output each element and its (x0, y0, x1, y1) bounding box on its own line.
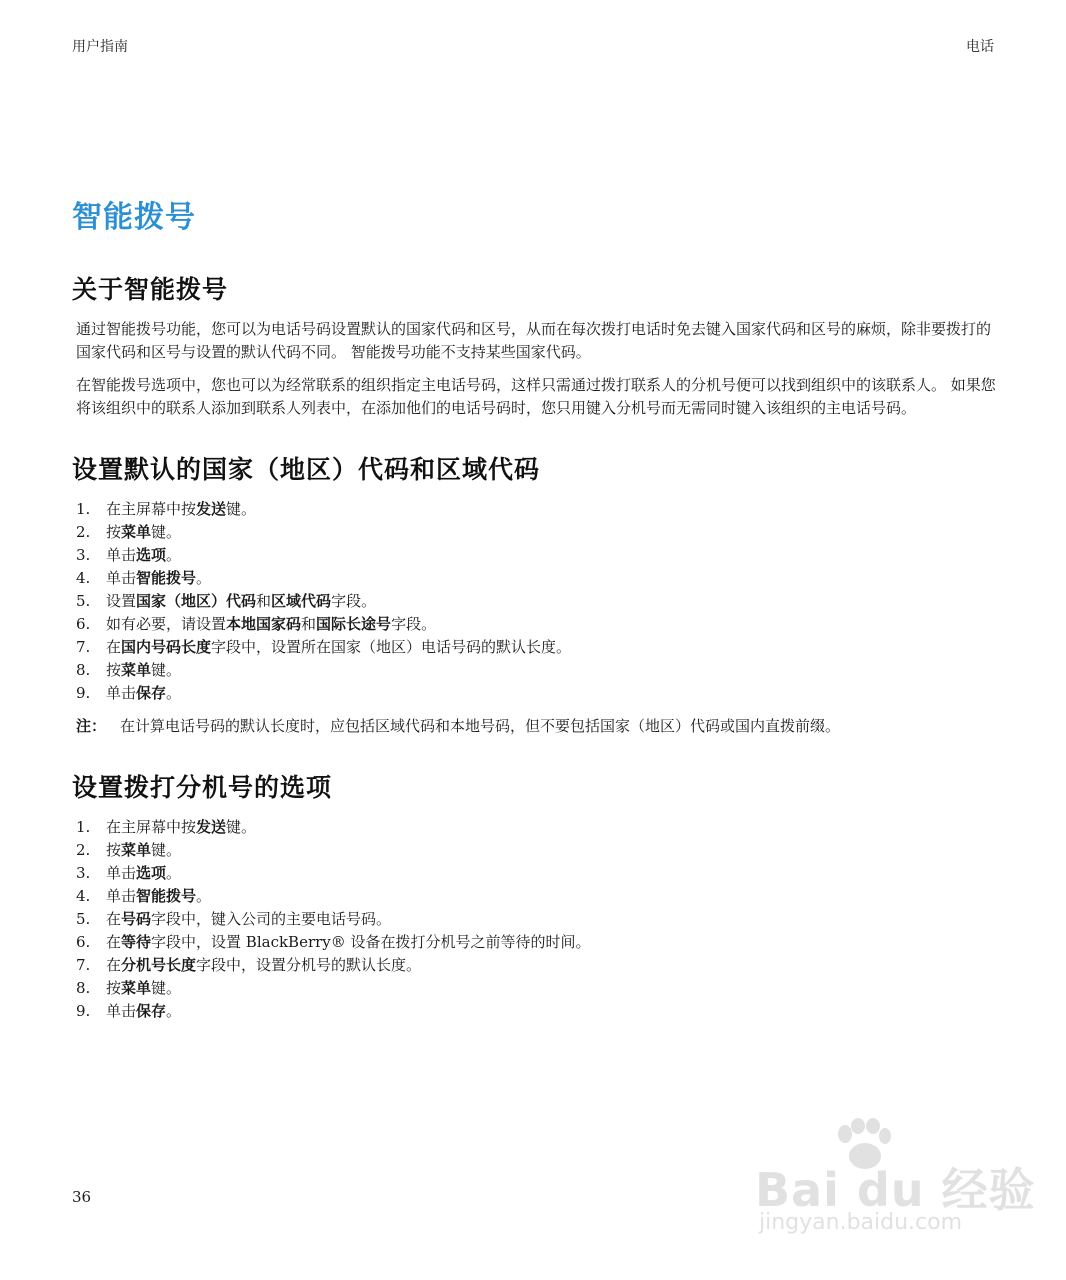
step-number: 1. (76, 500, 91, 518)
page-title: 智能拨号 (72, 200, 196, 235)
list-item (76, 862, 1002, 885)
step-number: 9. (76, 1002, 91, 1020)
step-number: 8. (76, 979, 91, 997)
list-item (76, 613, 1002, 636)
step-text: 按菜单键。 (106, 841, 182, 859)
step-number: 3. (76, 864, 91, 882)
about-paragraph-1: 通过智能拨号功能，您可以为电话号码设置默认的国家代码和区号，从而在每次拨打电话时免去键入国家代码和区号的麻烦，除非要拨打的国家代码和区号与设置的默认代码不同。 智能拨号功能不支持某些国家代码。 (76, 320, 992, 361)
note (76, 715, 1002, 738)
step-text: 单击保存。 (106, 684, 182, 702)
step-text: 在主屏幕中按发送键。 (106, 818, 257, 836)
step-number: 2. (76, 523, 91, 541)
list-item (76, 682, 1002, 705)
list-item (76, 636, 1002, 659)
step-text: 如有必要，请设置本地国家码和国际长途号字段。 (106, 615, 437, 633)
list-item (76, 885, 1002, 908)
step-text: 在等待字段中，设置 BlackBerry® 设备在拨打分机号之前等待的时间。 (106, 933, 591, 951)
step-number: 7. (76, 638, 91, 656)
step-text: 按菜单键。 (106, 979, 182, 997)
set-default-section (72, 450, 1002, 738)
list-item (76, 498, 1002, 521)
step-text: 在主屏幕中按发送键。 (106, 500, 257, 518)
step-number: 1. (76, 818, 91, 836)
about-heading: 关于智能拨号 (72, 275, 229, 304)
step-text: 在号码字段中，键入公司的主要电话号码。 (106, 910, 392, 928)
list-item (76, 659, 1002, 682)
list-item (76, 544, 1002, 567)
note-text: 在计算电话号码的默认长度时，应包括区域代码和本地号码，但不要包括国家（地区）代码或国内直拨前缀。 (120, 717, 841, 735)
set-default-heading: 设置默认的国家（地区）代码和区域代码 (72, 455, 541, 484)
list-item (76, 590, 1002, 613)
extension-section (72, 768, 1002, 1023)
step-text: 单击智能拨号。 (106, 887, 212, 905)
step-number: 2. (76, 841, 91, 859)
list-item (76, 839, 1002, 862)
list-item (76, 567, 1002, 590)
step-text: 按菜单键。 (106, 523, 182, 541)
step-number: 7. (76, 956, 91, 974)
page-number: 36 (72, 1188, 92, 1206)
step-text: 在国内号码长度字段中，设置所在国家（地区）电话号码的默认长度。 (106, 638, 572, 656)
list-item (76, 977, 1002, 1000)
list-item (76, 816, 1002, 839)
about-paragraph-2: 在智能拨号选项中，您也可以为经常联系的组织指定主电话号码，这样只需通过拨打联系人的分机号便可以找到组织中的该联系人。 如果您将该组织中的联系人添加到联系人列表中，在添加他们的电话号码时，您只用键入分机号而无需同时键入该组织的主电话号码。 (76, 376, 996, 417)
step-number: 3. (76, 546, 91, 564)
list-item (76, 1000, 1002, 1023)
step-text: 单击智能拨号。 (106, 569, 212, 587)
step-number: 5. (76, 592, 91, 610)
watermark-url: jingyan.baidu.com (759, 1210, 963, 1235)
list-item (76, 954, 1002, 977)
list-item (76, 908, 1002, 931)
extension-steps (72, 816, 1002, 1023)
watermark-brand: Bai du 经验 (755, 1163, 1036, 1217)
about-section (72, 270, 1002, 420)
step-number: 4. (76, 569, 91, 587)
extension-heading: 设置拨打分机号的选项 (72, 773, 333, 802)
step-text: 按菜单键。 (106, 661, 182, 679)
step-number: 9. (76, 684, 91, 702)
list-item (76, 521, 1002, 544)
set-default-steps (72, 498, 1002, 705)
baidu-watermark (755, 1118, 1036, 1238)
list-item (76, 931, 1002, 954)
header-doc-title: 用户指南 (72, 39, 128, 55)
note-label: 注： (76, 717, 107, 735)
step-number: 6. (76, 615, 91, 633)
step-text: 单击保存。 (106, 1002, 182, 1020)
step-text: 设置国家（地区）代码和区域代码字段。 (106, 592, 377, 610)
header-chapter: 电话 (966, 39, 994, 55)
step-text: 单击选项。 (106, 546, 182, 564)
page-content (72, 192, 1002, 1053)
step-number: 8. (76, 661, 91, 679)
step-text: 单击选项。 (106, 864, 182, 882)
step-number: 6. (76, 933, 91, 951)
step-number: 4. (76, 887, 91, 905)
step-text: 在分机号长度字段中，设置分机号的默认长度。 (106, 956, 422, 974)
step-number: 5. (76, 910, 91, 928)
